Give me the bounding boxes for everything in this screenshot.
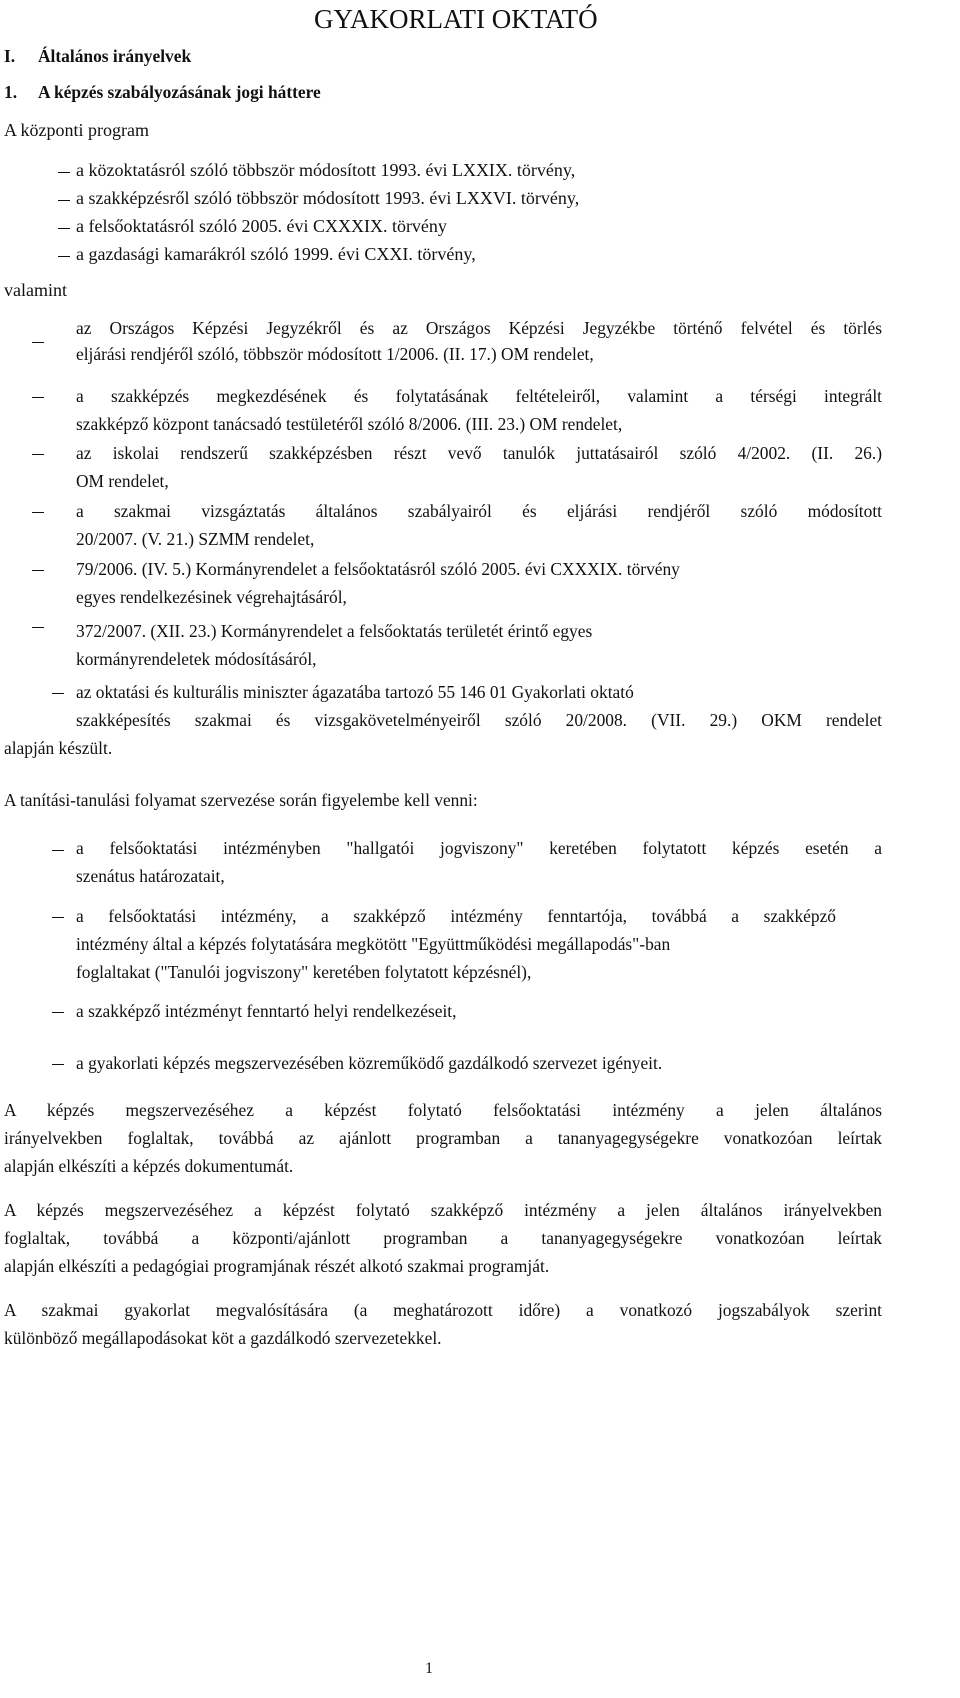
regulation-line: kormányrendeletek módosításáról, [76, 649, 317, 669]
valamint-label: valamint [4, 280, 67, 300]
regulation-line: az oktatási és kulturális miniszter ágazatába tartozó 55 146 01 Gyakorlati oktató [76, 682, 634, 702]
page-title: GYAKORLATI OKTATÓ [314, 4, 598, 34]
paragraph-line: irányelvekben foglaltak, továbbá az ajánlott programban a tananyagegységekre vonatkozóan leírtak [4, 1128, 882, 1148]
paragraph-line: különböző megállapodásokat köt a gazdálkodó szervezetekkel. [4, 1328, 442, 1348]
page-number: 1 [425, 1660, 433, 1677]
teaching-intro: A tanítási-tanulási folyamat szervezése során figyelembe kell venni: [4, 790, 478, 810]
law-item: a közoktatásról szóló többször módosított 1993. évi LXXIX. törvény, [76, 160, 576, 180]
list-dash [58, 200, 70, 201]
consider-line: a felsőoktatási intézményben "hallgatói jogviszony" keretében folytatott képzés esetén a [76, 838, 882, 858]
list-dash [52, 693, 64, 694]
list-dash [52, 850, 64, 851]
paragraph-line: foglaltak, továbbá a központi/ajánlott programban a tananyagegységekre vonatkozóan leírtak [4, 1228, 882, 1248]
list-dash [58, 172, 70, 173]
regulation-line: szakképesítés szakmai és vizsgakövetelményeiről szóló 20/2008. (VII. 29.) OKM rendelet [76, 710, 882, 730]
list-dash [58, 228, 70, 229]
regulation-line: eljárási rendjéről szóló, többször módosított 1/2006. (II. 17.) OM rendelet, [76, 344, 594, 364]
list-dash [32, 397, 44, 398]
paragraph-line: A szakmai gyakorlat megvalósítására (a meghatározott időre) a vonatkozó jogszabályok szerint [4, 1300, 882, 1320]
list-dash [32, 570, 44, 571]
list-dash [52, 917, 64, 918]
law-item: a szakképzésről szóló többször módosított 1993. évi LXXVI. törvény, [76, 188, 580, 208]
basis-text: alapján készült. [4, 738, 113, 758]
list-dash [32, 627, 44, 628]
regulation-line: 79/2006. (IV. 5.) Kormányrendelet a felsőoktatásról szóló 2005. évi CXXXIX. törvény [76, 559, 680, 579]
list-dash [32, 512, 44, 513]
paragraph-line: A képzés megszervezéséhez a képzést folytató felsőoktatási intézmény a jelen általános [4, 1100, 882, 1120]
regulation-line: szakképző központ tanácsadó testületéről szóló 8/2006. (III. 23.) OM rendelet, [76, 414, 623, 434]
list-dash [58, 256, 70, 257]
consider-line: a szakképző intézményt fenntartó helyi rendelkezéseit, [76, 1001, 457, 1021]
regulation-line: 20/2007. (V. 21.) SZMM rendelet, [76, 529, 315, 549]
paragraph-line: alapján elkészíti a képzés dokumentumát. [4, 1156, 294, 1176]
paragraph-line: A képzés megszervezéséhez a képzést folytató szakképző intézmény a jelen általános irányelvekben [4, 1200, 882, 1220]
list-dash [32, 342, 44, 343]
consider-line: a gyakorlati képzés megszervezésében közreműködő gazdálkodó szervezet igényeit. [76, 1053, 663, 1073]
paragraph-line: alapján elkészíti a pedagógiai programjának részét alkotó szakmai programját. [4, 1256, 550, 1276]
regulation-line: az iskolai rendszerű szakképzésben részt vevő tanulók juttatásairól szóló 4/2002. (II. 26.) [76, 443, 882, 463]
list-dash [52, 1012, 64, 1013]
regulation-line: a szakképzés megkezdésének és folytatásának feltételeiről, valamint a térségi integrált [76, 386, 882, 406]
law-item: a gazdasági kamarákról szóló 1999. évi CXXI. törvény, [76, 244, 476, 264]
consider-line: szenátus határozatait, [76, 866, 225, 886]
law-item: a felsőoktatásról szóló 2005. évi CXXXIX. törvény [76, 216, 447, 236]
consider-line: intézmény által a képzés folytatására megkötött "Együttműködési megállapodás"-ban [76, 934, 671, 954]
regulation-line: OM rendelet, [76, 471, 169, 491]
regulation-line: a szakmai vizsgáztatás általános szabályairól és eljárási rendjéről szóló módosított [76, 501, 882, 521]
consider-line: foglaltakat ("Tanulói jogviszony" keretében folytatott képzésnél), [76, 962, 532, 982]
list-dash [52, 1064, 64, 1065]
subsection-number: 1. [4, 82, 18, 102]
consider-line: a felsőoktatási intézmény, a szakképző intézmény fenntartója, továbbá a szakképző [76, 906, 836, 926]
list-dash [32, 454, 44, 455]
regulation-line: 372/2007. (XII. 23.) Kormányrendelet a felsőoktatás területét érintő egyes [76, 621, 593, 641]
section-heading: Általános irányelvek [38, 46, 192, 66]
regulation-line: az Országos Képzési Jegyzékről és az Országos Képzési Jegyzékbe történő felvétel és törlés [76, 318, 882, 338]
regulation-line: egyes rendelkezésinek végrehajtásáról, [76, 587, 347, 607]
central-program-label: A központi program [4, 120, 149, 140]
subsection-heading: A képzés szabályozásának jogi háttere [38, 82, 321, 102]
section-number: I. [4, 46, 16, 66]
